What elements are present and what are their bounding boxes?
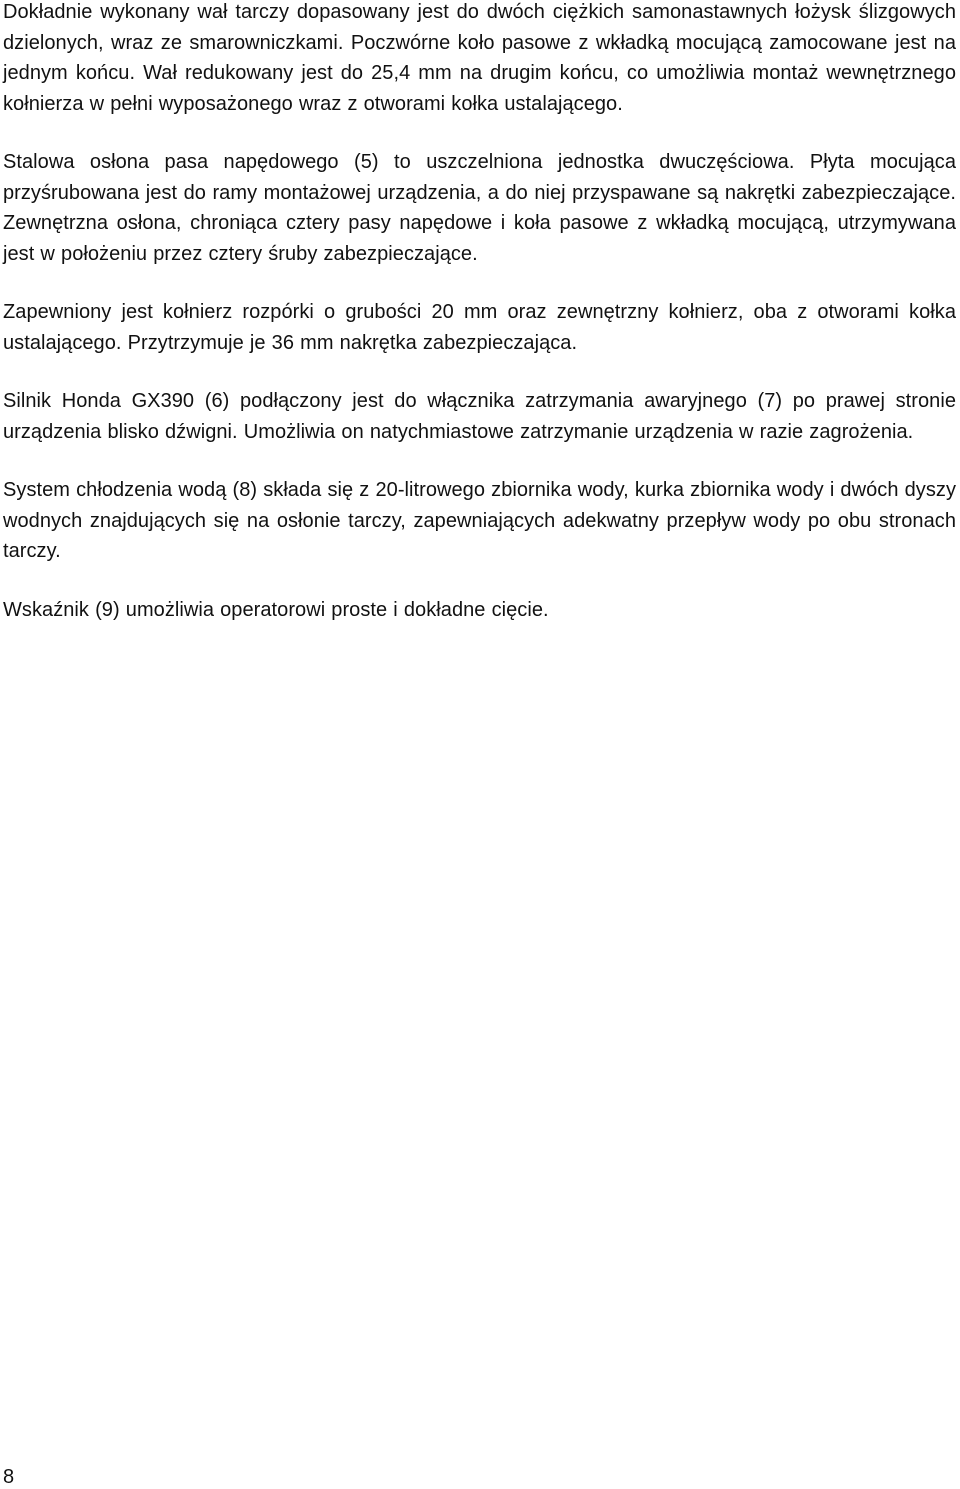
page-number: 8 — [3, 1466, 15, 1488]
paragraph-shaft-bearings: Dokładnie wykonany wał tarczy dopasowany jest do dwóch ciężkich samonastawnych łożysk ślizgowych dzielonych, wraz ze smarowniczkami. Poczwórne koło pasowe z wkładką mocującą zamocowane jest na jednym końcu. Wał redukowany jest do 25,4 mm na drugim końcu, co umożliwia montaż wewnętrznego kołnierza w pełni wyposażonego wraz z otworami kołka ustalającego. — [3, 1, 956, 115]
document-body — [3, 0, 956, 653]
paragraph-pointer: Wskaźnik (9) umożliwia operatorowi proste i dokładne cięcie. — [3, 598, 549, 621]
paragraph-belt-guard: Stalowa osłona pasa napędowego (5) to uszczelniona jednostka dwuczęściowa. Płyta mocująca przyśrubowana jest do ramy montażowej urządzenia, a do niej przyspawane są nakrętki zabezpieczające. Zewnętrzna osłona, chroniąca cztery pasy napędowe i koła pasowe z wkładką mocującą, utrzymywana jest w położeniu przez cztery śruby zabezpieczające. — [3, 151, 956, 265]
paragraph-spacer-flange: Zapewniony jest kołnierz rozpórki o grubości 20 mm oraz zewnętrzny kołnierz, oba z otworami kołka ustalającego. Przytrzymuje je 36 mm nakrętka zabezpieczająca. — [3, 301, 956, 354]
paragraph-honda-engine: Silnik Honda GX390 (6) podłączony jest do włącznika zatrzymania awaryjnego (7) po prawej stronie urządzenia blisko dźwigni. Umożliwia on natychmiastowe zatrzymanie urządzenia w razie zagrożenia. — [3, 390, 956, 443]
paragraph-water-cooling: System chłodzenia wodą (8) składa się z 20-litrowego zbiornika wody, kurka zbiornika wody i dwóch dyszy wodnych znajdujących się na osłonie tarczy, zapewniających adekwatny przepływ wody po obu stronach tarczy. — [3, 479, 956, 562]
